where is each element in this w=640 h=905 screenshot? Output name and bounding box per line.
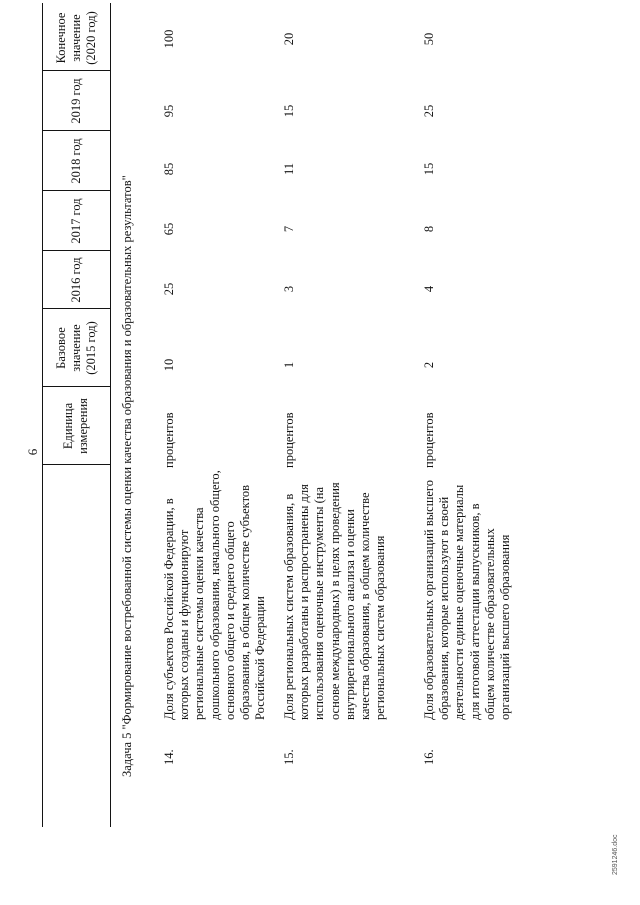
table-top-rule <box>42 3 43 827</box>
table-header-rule <box>110 3 111 827</box>
row-2016-value: 4 <box>422 285 436 293</box>
header-2019: 2019 год <box>68 78 83 124</box>
row-final-value: 100 <box>162 29 176 49</box>
page-number: 6 <box>25 448 40 456</box>
row-description: Доля субъектов Российской Федерации, в которых созданы и функционируют региональные системы оценки качества дошкольного образования, начального общего, основного общего и среднего общего образования, в общем количестве субъектов Российской Федерации <box>162 470 268 720</box>
document-code: 2591246.doc <box>612 834 619 875</box>
row-description: Доля образовательных организаций высшего образования, которые используют в своей деятельности единые оценочные материалы для итоговой аттестации выпускников, в общем количестве образовательных организаций высшего образования <box>422 480 513 720</box>
row-unit: процентов <box>162 412 176 468</box>
row-description: Доля региональных систем образования, в которых разработаны и распространены для использования оценочные инструменты (на основе международных) в целях проведения внутрирегионального анализа и оценки качества образования, в общем количестве региональных систем образования <box>282 482 388 720</box>
col-divider <box>42 308 110 309</box>
row-2018-value: 15 <box>422 162 436 176</box>
col-divider <box>42 250 110 251</box>
header-2018: 2018 год <box>68 138 83 184</box>
row-2017-value: 7 <box>282 225 296 233</box>
col-divider <box>42 190 110 191</box>
header-final: Конечное значение (2020 год) <box>53 11 98 65</box>
row-final-value: 20 <box>282 32 296 46</box>
row-base-value: 10 <box>162 358 176 372</box>
row-2019-value: 15 <box>282 104 296 118</box>
row-number: 16. <box>422 749 436 765</box>
col-divider <box>42 464 110 465</box>
row-2018-value: 85 <box>162 162 176 176</box>
row-2017-value: 8 <box>422 225 436 233</box>
col-divider <box>42 386 110 387</box>
row-2018-value: 11 <box>282 162 296 176</box>
row-number: 14. <box>162 749 176 765</box>
row-2019-value: 25 <box>422 104 436 118</box>
row-unit: процентов <box>422 412 436 468</box>
row-unit: процентов <box>282 412 296 468</box>
header-2017: 2017 год <box>68 198 83 244</box>
row-number: 15. <box>282 749 296 765</box>
col-divider <box>42 130 110 131</box>
row-2016-value: 3 <box>282 285 296 293</box>
row-base-value: 1 <box>282 361 296 369</box>
header-2016: 2016 год <box>68 257 83 303</box>
task-title: Задача 5 "Формирование востребованной системы оценки качества образования и образовательных результатов" <box>120 175 134 777</box>
header-base: Базовое значение (2015 год) <box>53 321 98 375</box>
row-2016-value: 25 <box>162 282 176 296</box>
header-unit: Единица измерения <box>61 398 90 454</box>
row-2019-value: 95 <box>162 104 176 118</box>
col-divider <box>42 70 110 71</box>
row-2017-value: 65 <box>162 222 176 236</box>
row-final-value: 50 <box>422 32 436 46</box>
row-base-value: 2 <box>422 361 436 369</box>
